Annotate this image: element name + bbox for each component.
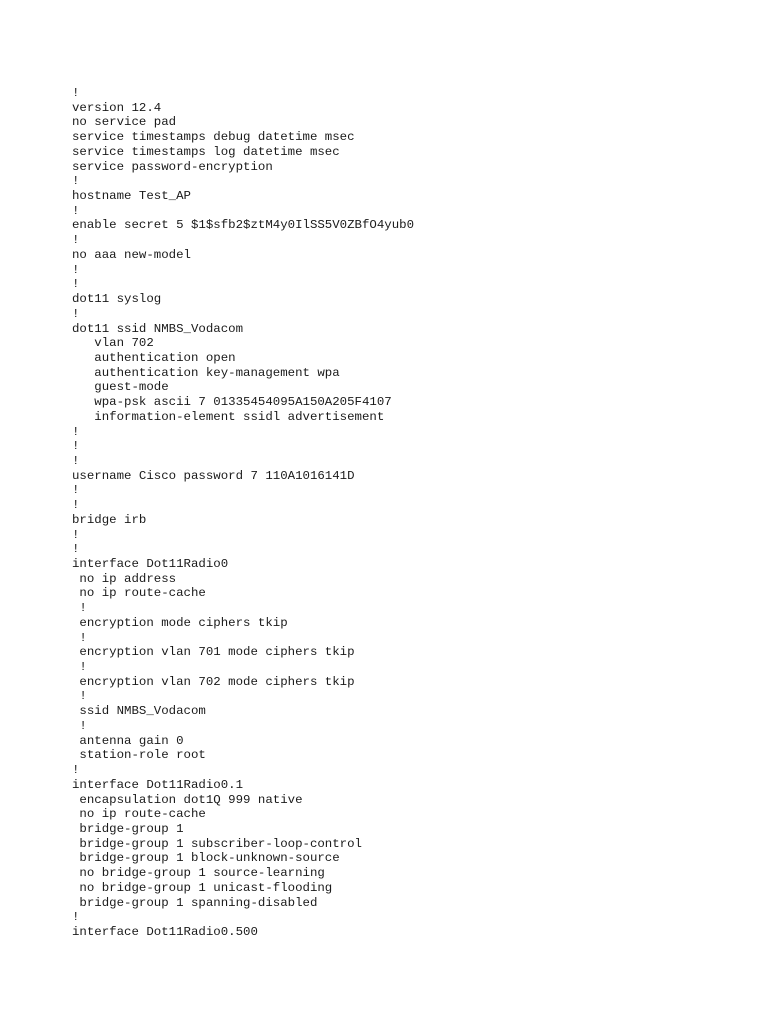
config-line: ! <box>72 689 87 704</box>
config-line: no ip route-cache <box>72 807 206 822</box>
config-line: no ip route-cache <box>72 586 206 601</box>
config-line: encryption vlan 701 mode ciphers tkip <box>72 645 355 660</box>
config-line: dot11 ssid NMBS_Vodacom <box>72 321 244 336</box>
config-line: version 12.4 <box>72 100 162 115</box>
config-line: vlan 702 <box>72 336 154 351</box>
config-line: ! <box>72 86 80 100</box>
config-line: service password-encryption <box>72 159 273 174</box>
config-line: dot11 syslog <box>72 292 162 307</box>
config-line: service timestamps debug datetime msec <box>72 130 355 145</box>
config-line: ! <box>72 542 80 557</box>
config-line: bridge-group 1 spanning-disabled <box>72 895 318 910</box>
config-line: station-role root <box>72 748 206 763</box>
config-line: no bridge-group 1 source-learning <box>72 866 325 881</box>
config-line: bridge irb <box>72 512 147 527</box>
config-line: ! <box>72 233 80 248</box>
config-line: ! <box>72 763 80 778</box>
config-line: service timestamps log datetime msec <box>72 144 340 159</box>
config-line: no ip address <box>72 571 177 586</box>
config-line: bridge-group 1 block-unknown-source <box>72 851 340 866</box>
config-line: username Cisco password 7 110A1016141D <box>72 468 355 483</box>
config-line: authentication open <box>72 350 236 365</box>
config-line: ! <box>72 262 80 277</box>
config-line: interface Dot11Radio0 <box>72 557 229 571</box>
config-line: ! <box>72 453 80 468</box>
config-line: enable secret 5 $1$sfb2$ztM4y0IlSS5V0ZBfO4yub0 <box>72 218 415 233</box>
config-line: ! <box>72 483 80 498</box>
config-line: ! <box>72 910 80 925</box>
config-line: ! <box>72 498 80 513</box>
config-line: ! <box>72 203 80 218</box>
config-line: hostname Test_AP <box>72 189 191 204</box>
config-line: antenna gain 0 <box>72 733 184 748</box>
config-line: information-element ssidl advertisement <box>72 409 385 424</box>
config-line: encryption mode ciphers tkip <box>72 615 288 630</box>
config-line: authentication key-management wpa <box>72 365 340 380</box>
config-line: no bridge-group 1 unicast-flooding <box>72 880 333 895</box>
config-line: no service pad <box>72 115 177 130</box>
config-line: ! <box>72 174 80 189</box>
config-line: ! <box>72 439 80 454</box>
config-line: ! <box>72 601 87 616</box>
config-line: ! <box>72 306 80 321</box>
config-text-block <box>72 86 414 940</box>
config-line: interface Dot11Radio0.500 <box>72 924 258 939</box>
config-line: ! <box>72 424 80 439</box>
config-line: ! <box>72 630 87 645</box>
config-line: wpa-psk ascii 7 01335454095A150A205F4107 <box>72 395 392 410</box>
config-line: encapsulation dot1Q 999 native <box>72 792 303 807</box>
config-line: ! <box>72 718 87 733</box>
config-line: encryption vlan 702 mode ciphers tkip <box>72 674 355 689</box>
config-line: no aaa new-model <box>72 247 191 262</box>
config-line: guest-mode <box>72 380 169 395</box>
config-line: ! <box>72 277 80 292</box>
config-line: ! <box>72 527 80 542</box>
config-line: ! <box>72 660 87 675</box>
config-line: bridge-group 1 <box>72 821 184 836</box>
config-line: ssid NMBS_Vodacom <box>72 704 206 719</box>
config-line: bridge-group 1 subscriber-loop-control <box>72 836 362 851</box>
config-line: interface Dot11Radio0.1 <box>72 777 244 792</box>
